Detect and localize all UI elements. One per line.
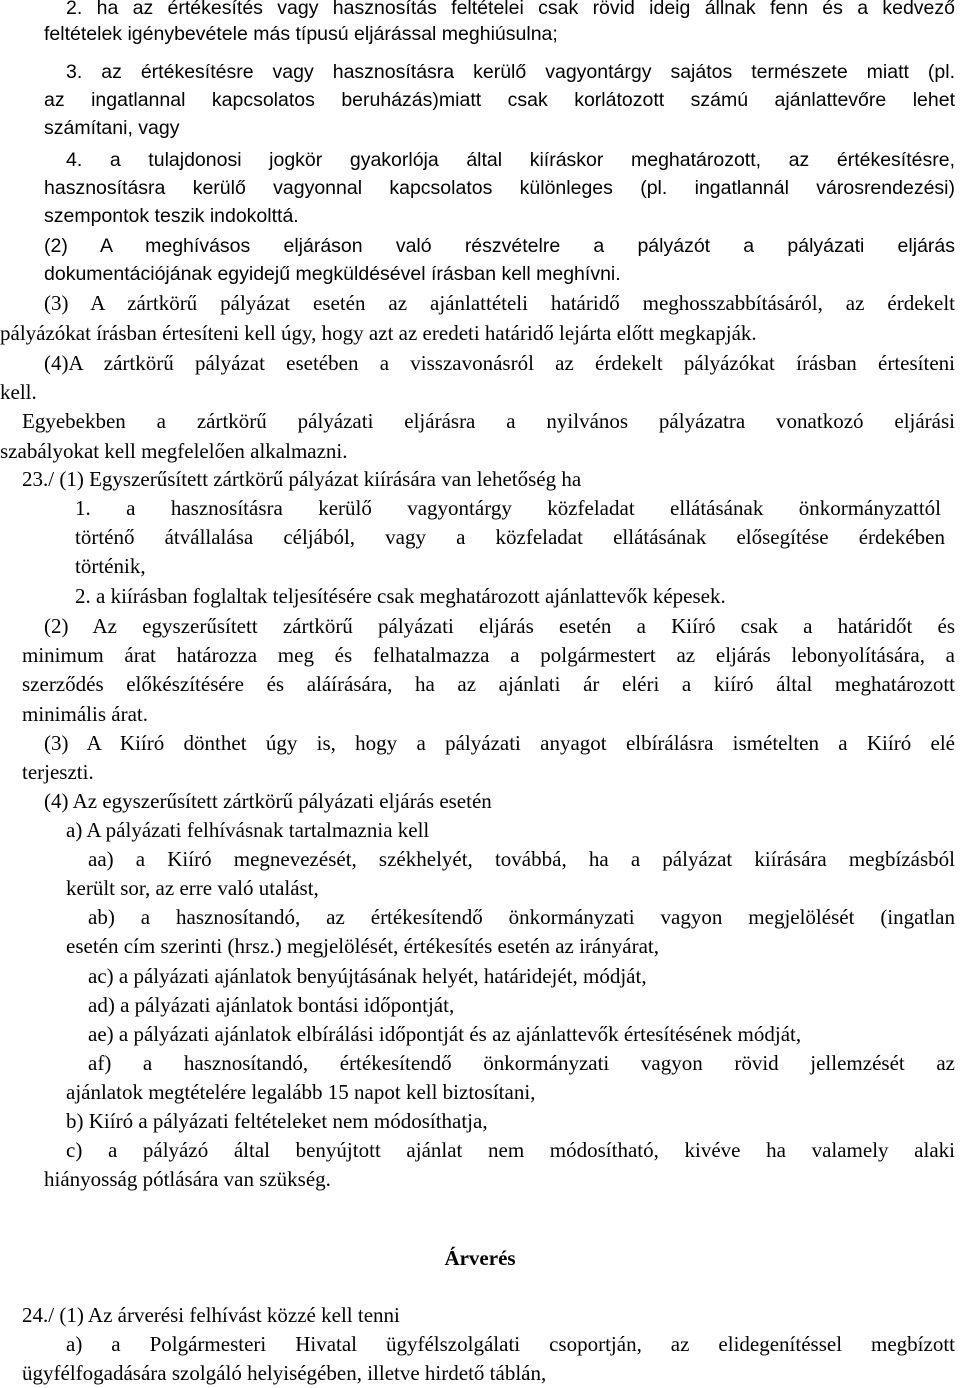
text-line: esetén cím szerinti (hrsz.) megjelölését, értékesítés esetén az irányárat, bbox=[66, 934, 659, 958]
text-line: ügyfélfogadására szolgáló helyiségében, illetve hirdető táblán, bbox=[22, 1361, 547, 1385]
text-line: (4)A zártkörű pályázat esetében a visszavonásról az érdekelt pályázókat írásban értesíteni bbox=[44, 351, 955, 375]
text-line: minimális árat. bbox=[22, 702, 148, 726]
text-line: az ingatlannal kapcsolatos beruházás)miatt csak korlátozott számú ajánlattevőre lehet bbox=[44, 89, 955, 111]
text-line: (3) A Kiíró dönthet úgy is, hogy a pályázati anyagot elbírálásra ismételten a Kiíró elé bbox=[44, 731, 955, 755]
text-line: 2. ha az értékesítés vagy hasznosítás feltételei csak rövid ideig állnak fenn és a kedvező bbox=[66, 0, 955, 19]
text-line: 24./ (1) Az árverési felhívást közzé kell tenni bbox=[22, 1303, 400, 1327]
text-line: b) Kiíró a pályázati feltételeket nem módosíthatja, bbox=[66, 1109, 488, 1133]
section-heading: Árverés bbox=[444, 1246, 516, 1270]
text-line: történik, bbox=[75, 554, 146, 578]
text-line: 2. a kiírásban foglaltak teljesítésére csak meghatározott ajánlattevők képesek. bbox=[75, 584, 726, 608]
text-line: (3) A zártkörű pályázat esetén az ajánlattételi határidő meghosszabbításáról, az érdekelt bbox=[44, 291, 955, 315]
text-line: dokumentációjának egyidejű megküldésével írásban kell meghívni. bbox=[44, 263, 621, 285]
text-line: 23./ (1) Egyszerűsített zártkörű pályázat kiírására van lehetőség ha bbox=[22, 467, 582, 491]
text-line: (4) Az egyszerűsített zártkörű pályázati eljárás esetén bbox=[44, 789, 492, 813]
text-line: 3. az értékesítésre vagy hasznosításra kerülő vagyontárgy sajátos természete miatt (pl. bbox=[66, 61, 955, 83]
text-line: ae) a pályázati ajánlatok elbírálási időpontját és az ajánlattevők értesítésének módját, bbox=[88, 1022, 802, 1046]
text-line: ad) a pályázati ajánlatok bontási időpontját, bbox=[88, 993, 455, 1017]
text-line: a) a Polgármesteri Hivatal ügyfélszolgálati csoportján, az elidegenítéssel megbízott bbox=[66, 1332, 955, 1356]
text-line: minimum árat határozza meg és felhatalmazza a polgármestert az eljárás lebonyolítására, a bbox=[22, 643, 955, 667]
text-line: szabályokat kell megfelelően alkalmazni. bbox=[0, 439, 348, 463]
text-line: történő átvállalása céljából, vagy a közfeladat ellátásának elősegítése érdekében bbox=[75, 525, 945, 549]
text-line: 1. a hasznosításra kerülő vagyontárgy közfeladat ellátásának önkormányzattól bbox=[75, 496, 941, 520]
text-line: feltételek igénybevétele más típusú eljárással meghiúsulna; bbox=[44, 23, 558, 45]
text-line: (2) Az egyszerűsített zártkörű pályázati eljárás esetén a Kiíró csak a határidőt és bbox=[44, 614, 955, 638]
text-line: pályázókat írásban értesíteni kell úgy, hogy azt az eredeti határidő lejárta előtt megkapják. bbox=[0, 321, 757, 345]
text-line: szerződés előkészítésére és aláírására, ha az ajánlati ár eléri a kiíró által meghatározott bbox=[22, 672, 955, 696]
text-line: c) a pályázó által benyújtott ajánlat nem módosítható, kivéve ha valamely alaki bbox=[66, 1138, 955, 1162]
text-line: kell. bbox=[0, 380, 37, 404]
text-line: 4. a tulajdonosi jogkör gyakorlója által kiíráskor meghatározott, az értékesítésre, bbox=[66, 149, 955, 171]
text-line: af) a hasznosítandó, értékesítendő önkormányzati vagyon rövid jellemzését az bbox=[88, 1051, 955, 1075]
text-line: terjeszti. bbox=[22, 760, 94, 784]
text-line: számítani, vagy bbox=[44, 117, 180, 139]
text-line: ab) a hasznosítandó, az értékesítendő önkormányzati vagyon megjelölését (ingatlan bbox=[88, 905, 955, 929]
text-line: ac) a pályázati ajánlatok benyújtásának helyét, határidejét, módját, bbox=[88, 964, 647, 988]
text-line: hasznosításra kerülő vagyonnal kapcsolatos különleges (pl. ingatlannál városrendezési) bbox=[44, 177, 955, 199]
text-line: került sor, az erre való utalást, bbox=[66, 876, 319, 900]
text-line: aa) a Kiíró megnevezését, székhelyét, továbbá, ha a pályázat kiírására megbízásból bbox=[88, 847, 955, 871]
text-line: hiányosság pótlására van szükség. bbox=[44, 1167, 331, 1191]
text-line: (2) A meghívásos eljáráson való részvételre a pályázót a pályázati eljárás bbox=[44, 235, 955, 257]
text-line: ajánlatok megtételére legalább 15 napot kell biztosítani, bbox=[66, 1080, 536, 1104]
text-line: a) A pályázati felhívásnak tartalmaznia kell bbox=[66, 818, 430, 842]
text-line: Egyebekben a zártkörű pályázati eljárásra a nyilvános pályázatra vonatkozó eljárási bbox=[22, 409, 955, 433]
text-line: szempontok teszik indokolttá. bbox=[44, 205, 299, 227]
